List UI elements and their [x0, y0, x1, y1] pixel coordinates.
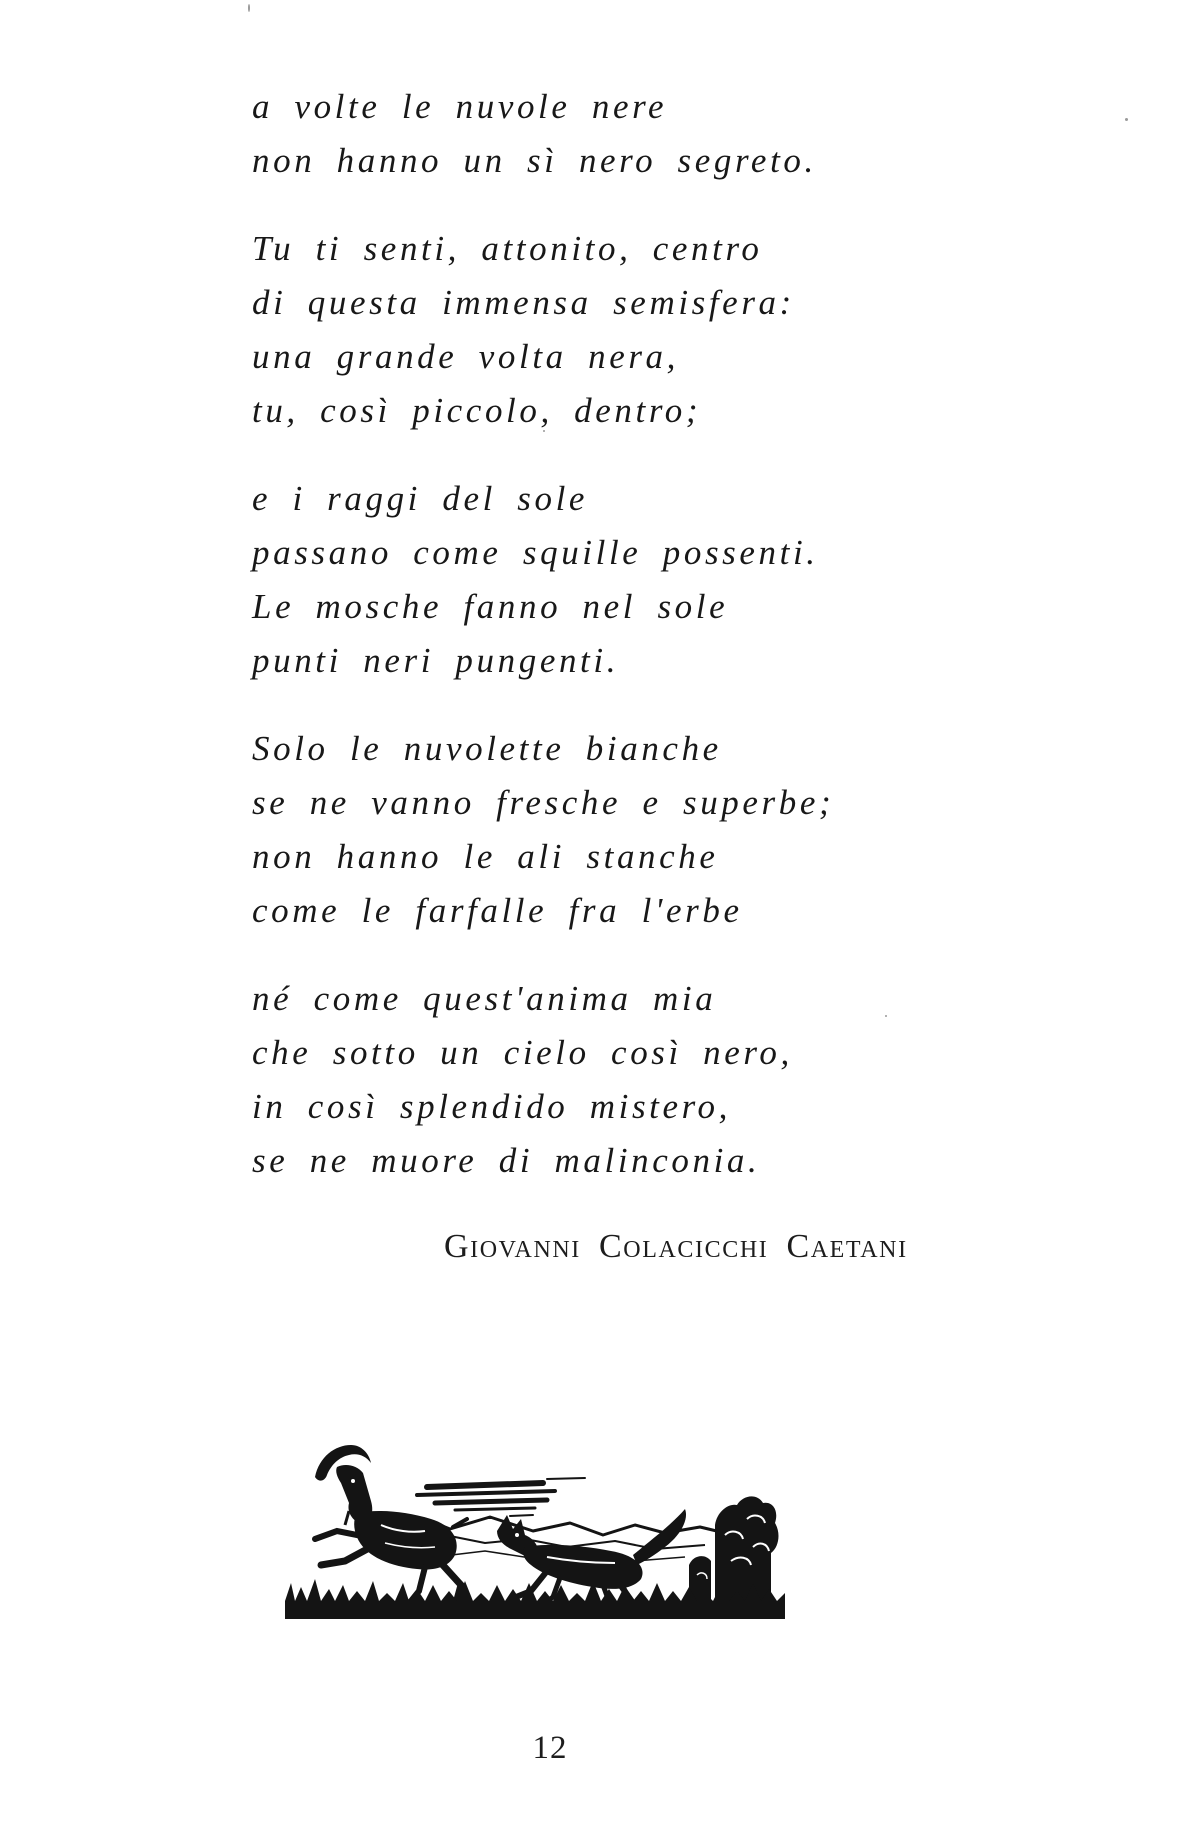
author-signature: Giovanni Colacicchi Caetani	[444, 1228, 908, 1265]
ibex-figure	[315, 1445, 467, 1611]
stanza-4	[252, 722, 892, 938]
stanza-3	[252, 472, 892, 688]
poem-line: Le mosche fanno nel sole	[252, 587, 729, 626]
poem-line: che sotto un cielo così nero,	[252, 1033, 793, 1072]
poem-line: Tu ti senti, attonito, centro	[252, 229, 763, 268]
poem-line: una grande volta nera,	[252, 337, 679, 376]
poem-line: se ne muore di malinconia.	[252, 1141, 761, 1180]
stanza-1	[252, 80, 892, 188]
poem-line: passano come squille possenti.	[252, 533, 819, 572]
poem-line: e i raggi del sole	[252, 479, 589, 518]
ibex-and-fox-woodcut	[285, 1415, 805, 1625]
poem-line: non hanno le ali stanche	[252, 837, 719, 876]
poem-line: come le farfalle fra l'erbe	[252, 891, 743, 930]
poem-line: punti neri pungenti.	[252, 641, 620, 680]
poem-line: di questa immensa semisfera:	[252, 283, 795, 322]
cloud-streaks	[417, 1478, 585, 1516]
poem-line: Solo le nuvolette bianche	[252, 729, 722, 768]
stanza-2	[252, 222, 892, 438]
page-number: 12	[532, 1730, 568, 1766]
poem	[252, 80, 892, 1222]
stanza-5	[252, 972, 892, 1188]
poem-line: tu, così piccolo, dentro;	[252, 391, 702, 430]
poem-line: in così splendido mistero,	[252, 1087, 732, 1126]
poem-line: se ne vanno fresche e superbe;	[252, 783, 835, 822]
poem-line: a volte le nuvole nere	[252, 87, 668, 126]
poem-line: né come quest'anima mia	[252, 979, 717, 1018]
poem-line: non hanno un sì nero segreto.	[252, 141, 817, 180]
woodcut-illustration	[285, 1415, 805, 1625]
